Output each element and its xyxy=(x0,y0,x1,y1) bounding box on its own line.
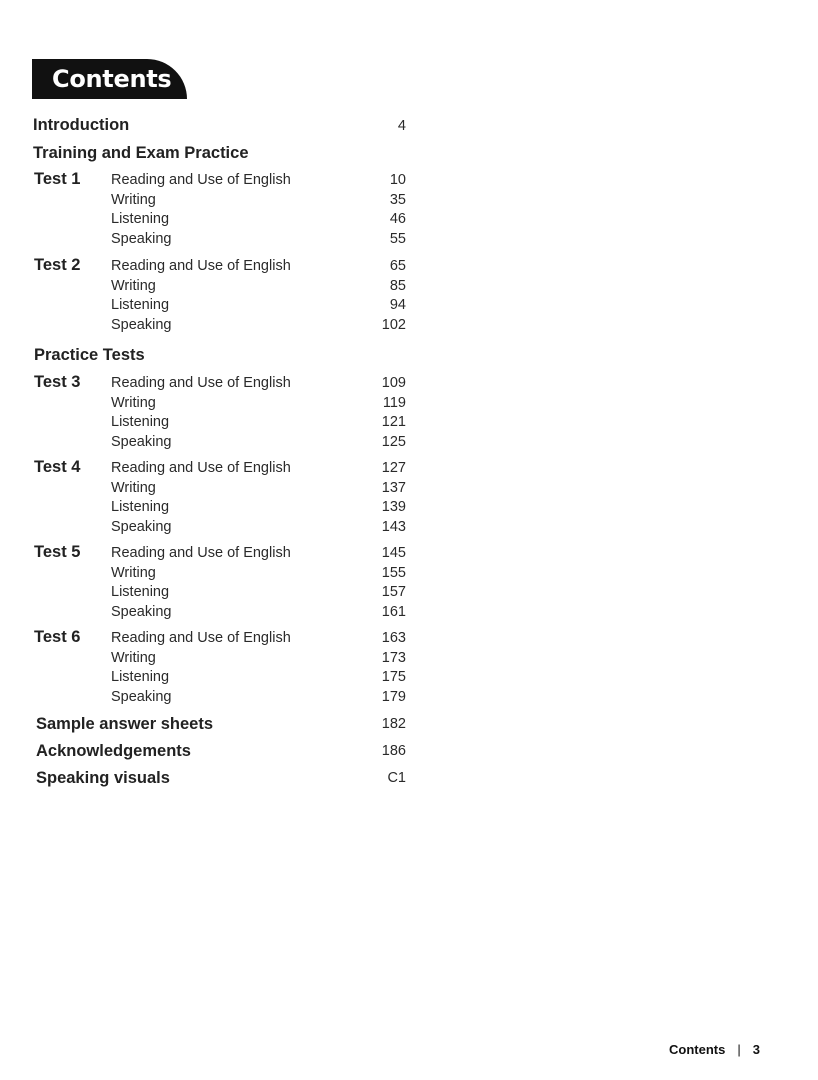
toc-item-page: 102 xyxy=(381,316,406,333)
toc-item-page: 173 xyxy=(381,649,406,666)
toc-item-label: Reading and Use of English xyxy=(111,258,291,274)
toc-item-label: Listening xyxy=(111,584,170,600)
section-heading-label: Training and Exam Practice xyxy=(33,144,249,162)
toc-item-label: Listening xyxy=(111,414,170,430)
toc-item-page: 125 xyxy=(381,433,406,450)
toc-item-label: Speaking xyxy=(111,688,172,705)
test-1-label: Test 1 xyxy=(34,170,81,188)
toc-test-5-item-speaking[interactable] xyxy=(0,604,818,626)
page-footer xyxy=(560,1040,760,1058)
toc-item-page: 65 xyxy=(389,258,406,274)
toc-item-page: 179 xyxy=(381,688,406,705)
toc-entry-sample-answer-sheets[interactable] xyxy=(0,715,818,737)
test-5-label: Test 5 xyxy=(34,543,81,561)
toc-entry-label: Speaking visuals xyxy=(36,769,170,787)
toc-item-label: Speaking xyxy=(111,603,172,620)
toc-item-label: Speaking xyxy=(111,230,172,247)
toc-item-label: Reading and Use of English xyxy=(111,545,291,561)
toc-entry-label: Introduction xyxy=(33,116,130,134)
toc-item-label: Reading and Use of English xyxy=(111,460,291,476)
toc-item-label: Listening xyxy=(111,499,170,515)
toc-item-label: Listening xyxy=(111,297,170,313)
toc-item-page: 139 xyxy=(381,499,406,515)
toc-entry-page: 182 xyxy=(381,716,406,732)
toc-entry-label: Acknowledgements xyxy=(36,742,191,760)
toc-item-page: 155 xyxy=(381,564,406,581)
section-heading-label: Practice Tests xyxy=(34,346,145,364)
toc-item-label: Reading and Use of English xyxy=(111,172,291,188)
toc-item-label: Writing xyxy=(111,479,156,496)
toc-entry-page: 186 xyxy=(381,743,406,759)
toc-item-page: 161 xyxy=(381,603,406,620)
toc-item-label: Speaking xyxy=(111,433,172,450)
toc-item-page: 55 xyxy=(389,230,406,247)
toc-item-page: 137 xyxy=(381,479,406,496)
toc-item-page: 119 xyxy=(382,394,406,411)
toc-item-label: Speaking xyxy=(111,316,172,333)
toc-test-4-item-speaking[interactable] xyxy=(0,519,818,541)
toc-item-label: Writing xyxy=(111,564,156,581)
toc-item-page: 157 xyxy=(381,584,406,600)
toc-item-page: 175 xyxy=(381,669,406,685)
contents-banner xyxy=(32,59,187,99)
toc-item-label: Writing xyxy=(111,649,156,666)
toc-item-label: Writing xyxy=(111,191,156,208)
toc-test-1-item-speaking[interactable] xyxy=(0,231,818,253)
toc-item-page: 46 xyxy=(389,211,406,227)
footer-label: Contents xyxy=(669,1041,726,1057)
test-6-label: Test 6 xyxy=(34,628,81,646)
toc-entry-speaking-visuals[interactable] xyxy=(0,769,818,791)
toc-item-page: 35 xyxy=(389,191,406,208)
toc-item-page: 85 xyxy=(389,277,406,294)
toc-item-page: 94 xyxy=(389,297,406,313)
toc-entry-introduction[interactable] xyxy=(0,116,818,138)
toc-item-page: 163 xyxy=(381,630,406,646)
toc-item-page: 127 xyxy=(381,460,406,476)
toc-test-2-item-speaking[interactable] xyxy=(0,317,818,339)
toc-item-label: Writing xyxy=(111,394,156,411)
toc-item-page: 10 xyxy=(389,172,406,188)
toc-item-label: Listening xyxy=(111,669,170,685)
toc-entry-page: C1 xyxy=(387,770,406,786)
toc-entry-label: Sample answer sheets xyxy=(36,715,214,733)
toc-item-label: Writing xyxy=(111,277,156,294)
test-4-label: Test 4 xyxy=(34,458,81,476)
toc-item-page: 109 xyxy=(381,375,406,391)
toc-item-label: Speaking xyxy=(111,518,172,535)
footer-page-number: 3 xyxy=(752,1041,760,1057)
toc-item-page: 121 xyxy=(381,414,406,430)
toc-entry-page: 4 xyxy=(397,118,406,134)
toc-test-3-item-speaking[interactable] xyxy=(0,434,818,456)
test-3-label: Test 3 xyxy=(34,373,81,391)
page-title: Contents xyxy=(52,65,172,93)
toc-test-6-item-speaking[interactable] xyxy=(0,689,818,711)
section-heading-training xyxy=(0,144,818,166)
toc-item-page: 145 xyxy=(381,545,406,561)
toc-item-label: Reading and Use of English xyxy=(111,375,291,391)
toc-item-label: Listening xyxy=(111,211,170,227)
toc-item-label: Reading and Use of English xyxy=(111,630,291,646)
toc-entry-acknowledgements[interactable] xyxy=(0,742,818,764)
section-heading-practice xyxy=(0,346,818,368)
toc-item-page: 143 xyxy=(381,518,406,535)
test-2-label: Test 2 xyxy=(34,256,81,274)
footer-separator: | xyxy=(737,1041,741,1057)
